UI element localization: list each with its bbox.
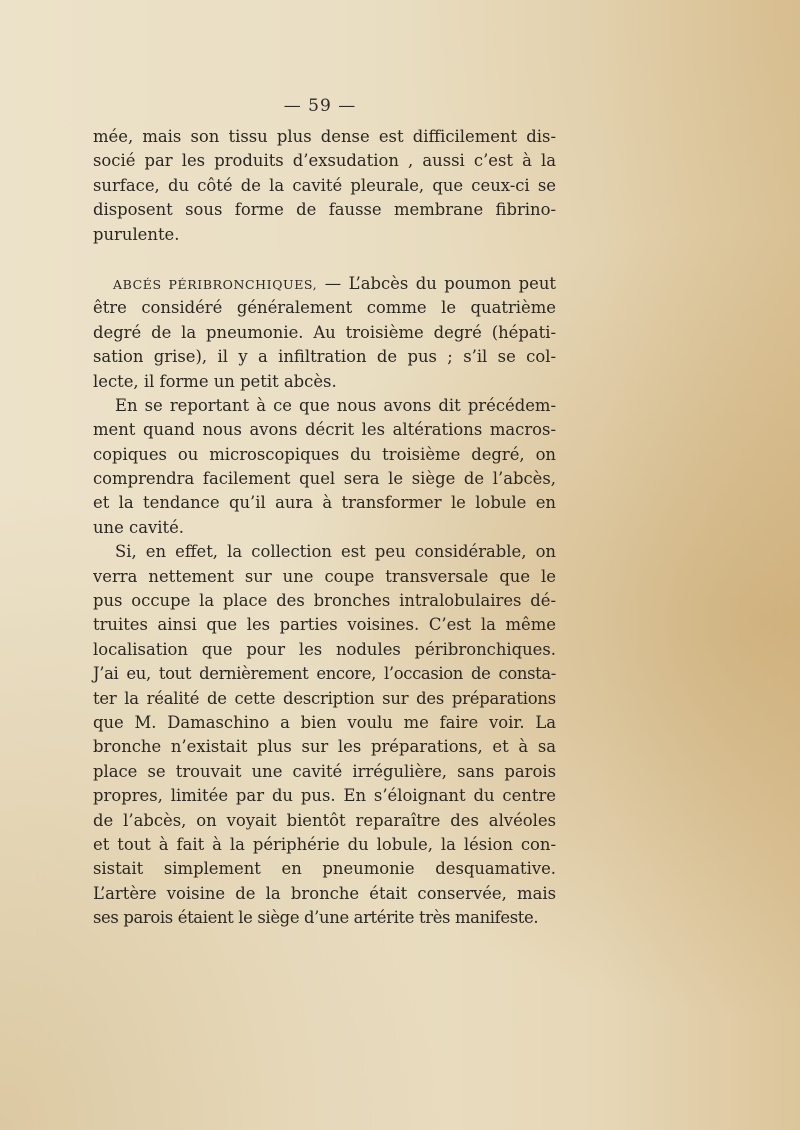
text-line: pus occupe la place des bronches intralobulaires dé- xyxy=(93,591,556,611)
text-line: ment quand nous avons décrit les altérations macros- xyxy=(93,420,556,440)
page-number: — 59 — xyxy=(283,96,357,116)
text-line: ses parois étaient le siège d’une artérite très manifeste. xyxy=(93,908,539,928)
text-line: L’artère voisine de la bronche était conservée, mais xyxy=(93,883,556,903)
paragraph-2 xyxy=(93,272,556,394)
text-line: En se reportant à ce que nous avons dit précédem- xyxy=(115,395,556,415)
text-line: truites ainsi que les parties voisines. C’est la même xyxy=(93,615,556,635)
text-line: sistait simplement en pneumonie desquamative. xyxy=(93,859,556,879)
text-line: bronche n’existait plus sur les préparations, et à sa xyxy=(93,737,556,757)
text-line: place se trouvait une cavité irrégulière, sans parois xyxy=(93,761,556,781)
text-line: verra nettement sur une coupe transversale que le xyxy=(93,566,556,586)
paragraph-1 xyxy=(93,125,556,247)
text-line: être considéré généralement comme le quatrième xyxy=(93,298,556,318)
text-line: socié par les produits d’exsudation , aussi c’est à la xyxy=(93,151,556,171)
paragraph-4 xyxy=(93,540,556,930)
text-line: comprendra facilement quel sera le siège de l’abcès, xyxy=(93,469,556,489)
text-line: une cavité. xyxy=(93,517,184,537)
text-line: disposent sous forme de fausse membrane fibrino- xyxy=(93,200,556,220)
text-line: localisation que pour les nodules péribronchiques. xyxy=(93,639,556,659)
text-line: lecte, il forme un petit abcès. xyxy=(93,371,337,391)
body-text xyxy=(93,125,556,931)
text-line xyxy=(93,272,556,296)
paragraph-3 xyxy=(93,394,556,540)
text-line: purulente. xyxy=(93,224,180,244)
text-line: copiques ou microscopiques du troisième degré, on xyxy=(93,444,556,464)
text-line-rest: — L’abcès du poumon peut xyxy=(317,273,556,293)
text-line: ter la réalité de cette description sur des préparations xyxy=(93,688,556,708)
text-line: de l’abcès, on voyait bientôt reparaître des alvéoles xyxy=(93,810,556,830)
text-line: Si, en effet, la collection est peu considérable, on xyxy=(115,542,556,562)
text-line: degré de la pneumonie. Au troisième degré (hépati- xyxy=(93,322,556,342)
text-line: surface, du côté de la cavité pleurale, que ceux-ci se xyxy=(93,175,556,195)
text-line: mée, mais son tissu plus dense est difficilement dis- xyxy=(93,127,556,146)
section-heading: ABCÉS PÉRIBRONCHIQUES, xyxy=(113,276,318,292)
text-line: que M. Damaschino a bien voulu me faire voir. La xyxy=(93,712,556,732)
paragraph-spacer xyxy=(93,247,556,272)
text-line: propres, limitée par du pus. En s’éloignant du centre xyxy=(93,786,556,806)
text-line: et la tendance qu’il aura à transformer le lobule en xyxy=(93,493,556,513)
text-line: et tout à fait à la périphérie du lobule, la lésion con- xyxy=(93,834,556,854)
text-line: J’ai eu, tout dernièrement encore, l’occasion de consta- xyxy=(93,664,556,684)
text-line: sation grise), il y a infiltration de pus ; s’il se col- xyxy=(93,347,556,367)
